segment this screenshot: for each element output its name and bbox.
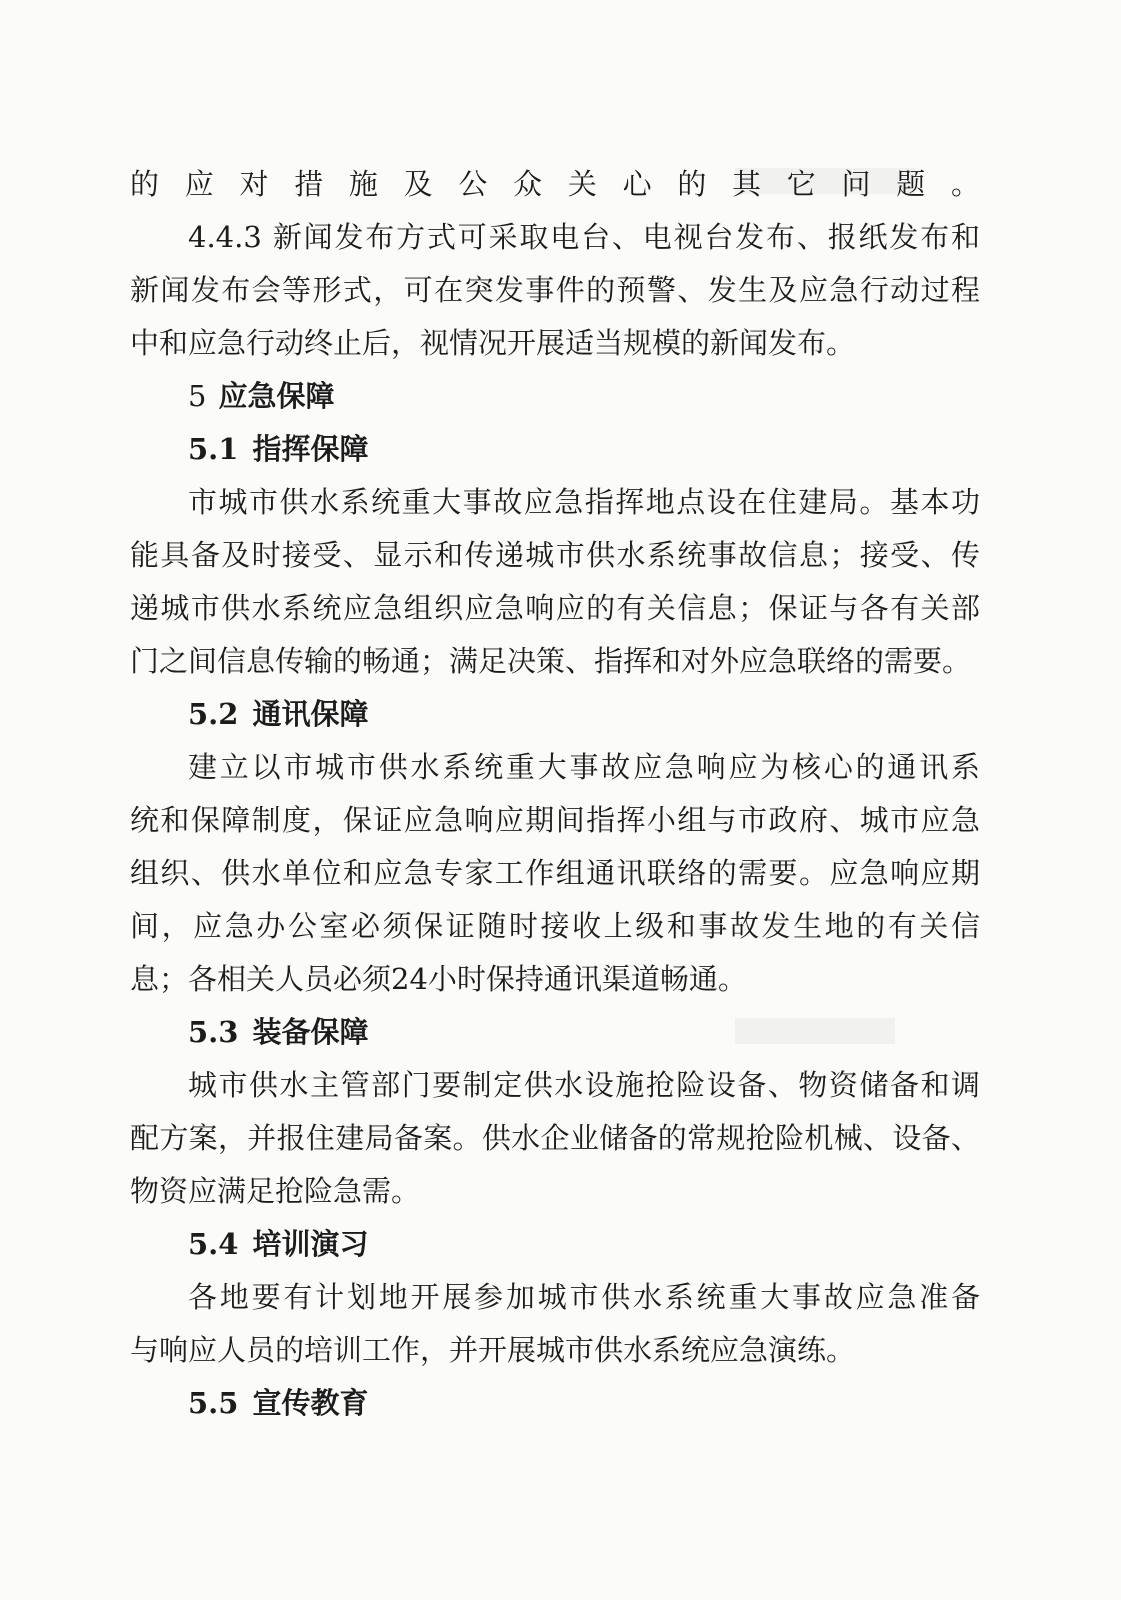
- section-heading-5-1: [130, 423, 980, 476]
- paragraph-line: 城市供水主管部门要制定供水设施抢险设备、物资储备和调: [188, 1068, 980, 1102]
- section-number: 5.2: [188, 697, 239, 731]
- paragraph-line: 组织、供水单位和应急专家工作组通讯联络的需要。应急响应期: [130, 856, 980, 890]
- paragraph-line: 4.4.3 新闻发布方式可采取电台、电视台发布、报纸发布和: [188, 220, 980, 254]
- paragraph-line: 息；各相关人员必须24小时保持通讯渠道畅通。: [130, 962, 747, 996]
- paragraph-line: 中和应急行动终止后，视情况开展适当规模的新闻发布。: [130, 326, 856, 360]
- section-title: 培训演习: [252, 1227, 369, 1261]
- section-number: 5.4: [188, 1227, 239, 1261]
- paragraph-line: 各地要有计划地开展参加城市供水系统重大事故应急准备: [188, 1280, 980, 1314]
- section-number: 5.3: [188, 1015, 239, 1049]
- section-heading-5-5: [130, 1377, 980, 1430]
- paragraph-line: 配方案，并报住建局备案。供水企业储备的常规抢险机械、设备、: [130, 1121, 980, 1155]
- paragraph-line: 物资应满足抢险急需。: [130, 1174, 421, 1208]
- paragraph-line: 市城市供水系统重大事故应急指挥地点设在住建局。基本功: [188, 485, 980, 519]
- section-title: 宣传教育: [252, 1386, 369, 1420]
- section-number: 5.5: [188, 1386, 239, 1420]
- section-title: 应急保障: [218, 379, 335, 413]
- paragraph-line: 新闻发布会等形式，可在突发事件的预警、发生及应急行动过程: [130, 273, 980, 307]
- section-heading-5-2: [130, 688, 980, 741]
- paragraph-line: 门之间信息传输的畅通；满足决策、指挥和对外应急联络的需要。: [130, 644, 972, 678]
- paragraph-line: 建立以市城市供水系统重大事故应急响应为核心的通讯系: [188, 750, 980, 784]
- section-heading-5: [130, 370, 980, 423]
- paragraph-line: 递城市供水系统应急组织应急响应的有关信息；保证与各有关部: [130, 591, 980, 625]
- paragraph-line: 与响应人员的培训工作，并开展城市供水系统应急演练。: [130, 1333, 856, 1367]
- section-heading-5-4: [130, 1218, 980, 1271]
- paragraph-line: 统和保障制度，保证应急响应期间指挥小组与市政府、城市应急: [130, 803, 980, 837]
- paragraph-line: 的应对措施及公众关心的其它问题。: [130, 167, 980, 201]
- section-title: 装备保障: [252, 1015, 369, 1049]
- paragraph-line: 能具备及时接受、显示和传递城市供水系统事故信息；接受、传: [130, 538, 980, 572]
- document-body: [130, 158, 980, 1430]
- section-number: 5: [188, 379, 207, 413]
- section-heading-5-3: [130, 1006, 980, 1059]
- section-number: 5.1: [188, 432, 239, 466]
- paragraph-line: 间，应急办公室必须保证随时接收上级和事故发生地的有关信: [130, 909, 980, 943]
- section-title: 通讯保障: [252, 697, 369, 731]
- section-title: 指挥保障: [252, 432, 369, 466]
